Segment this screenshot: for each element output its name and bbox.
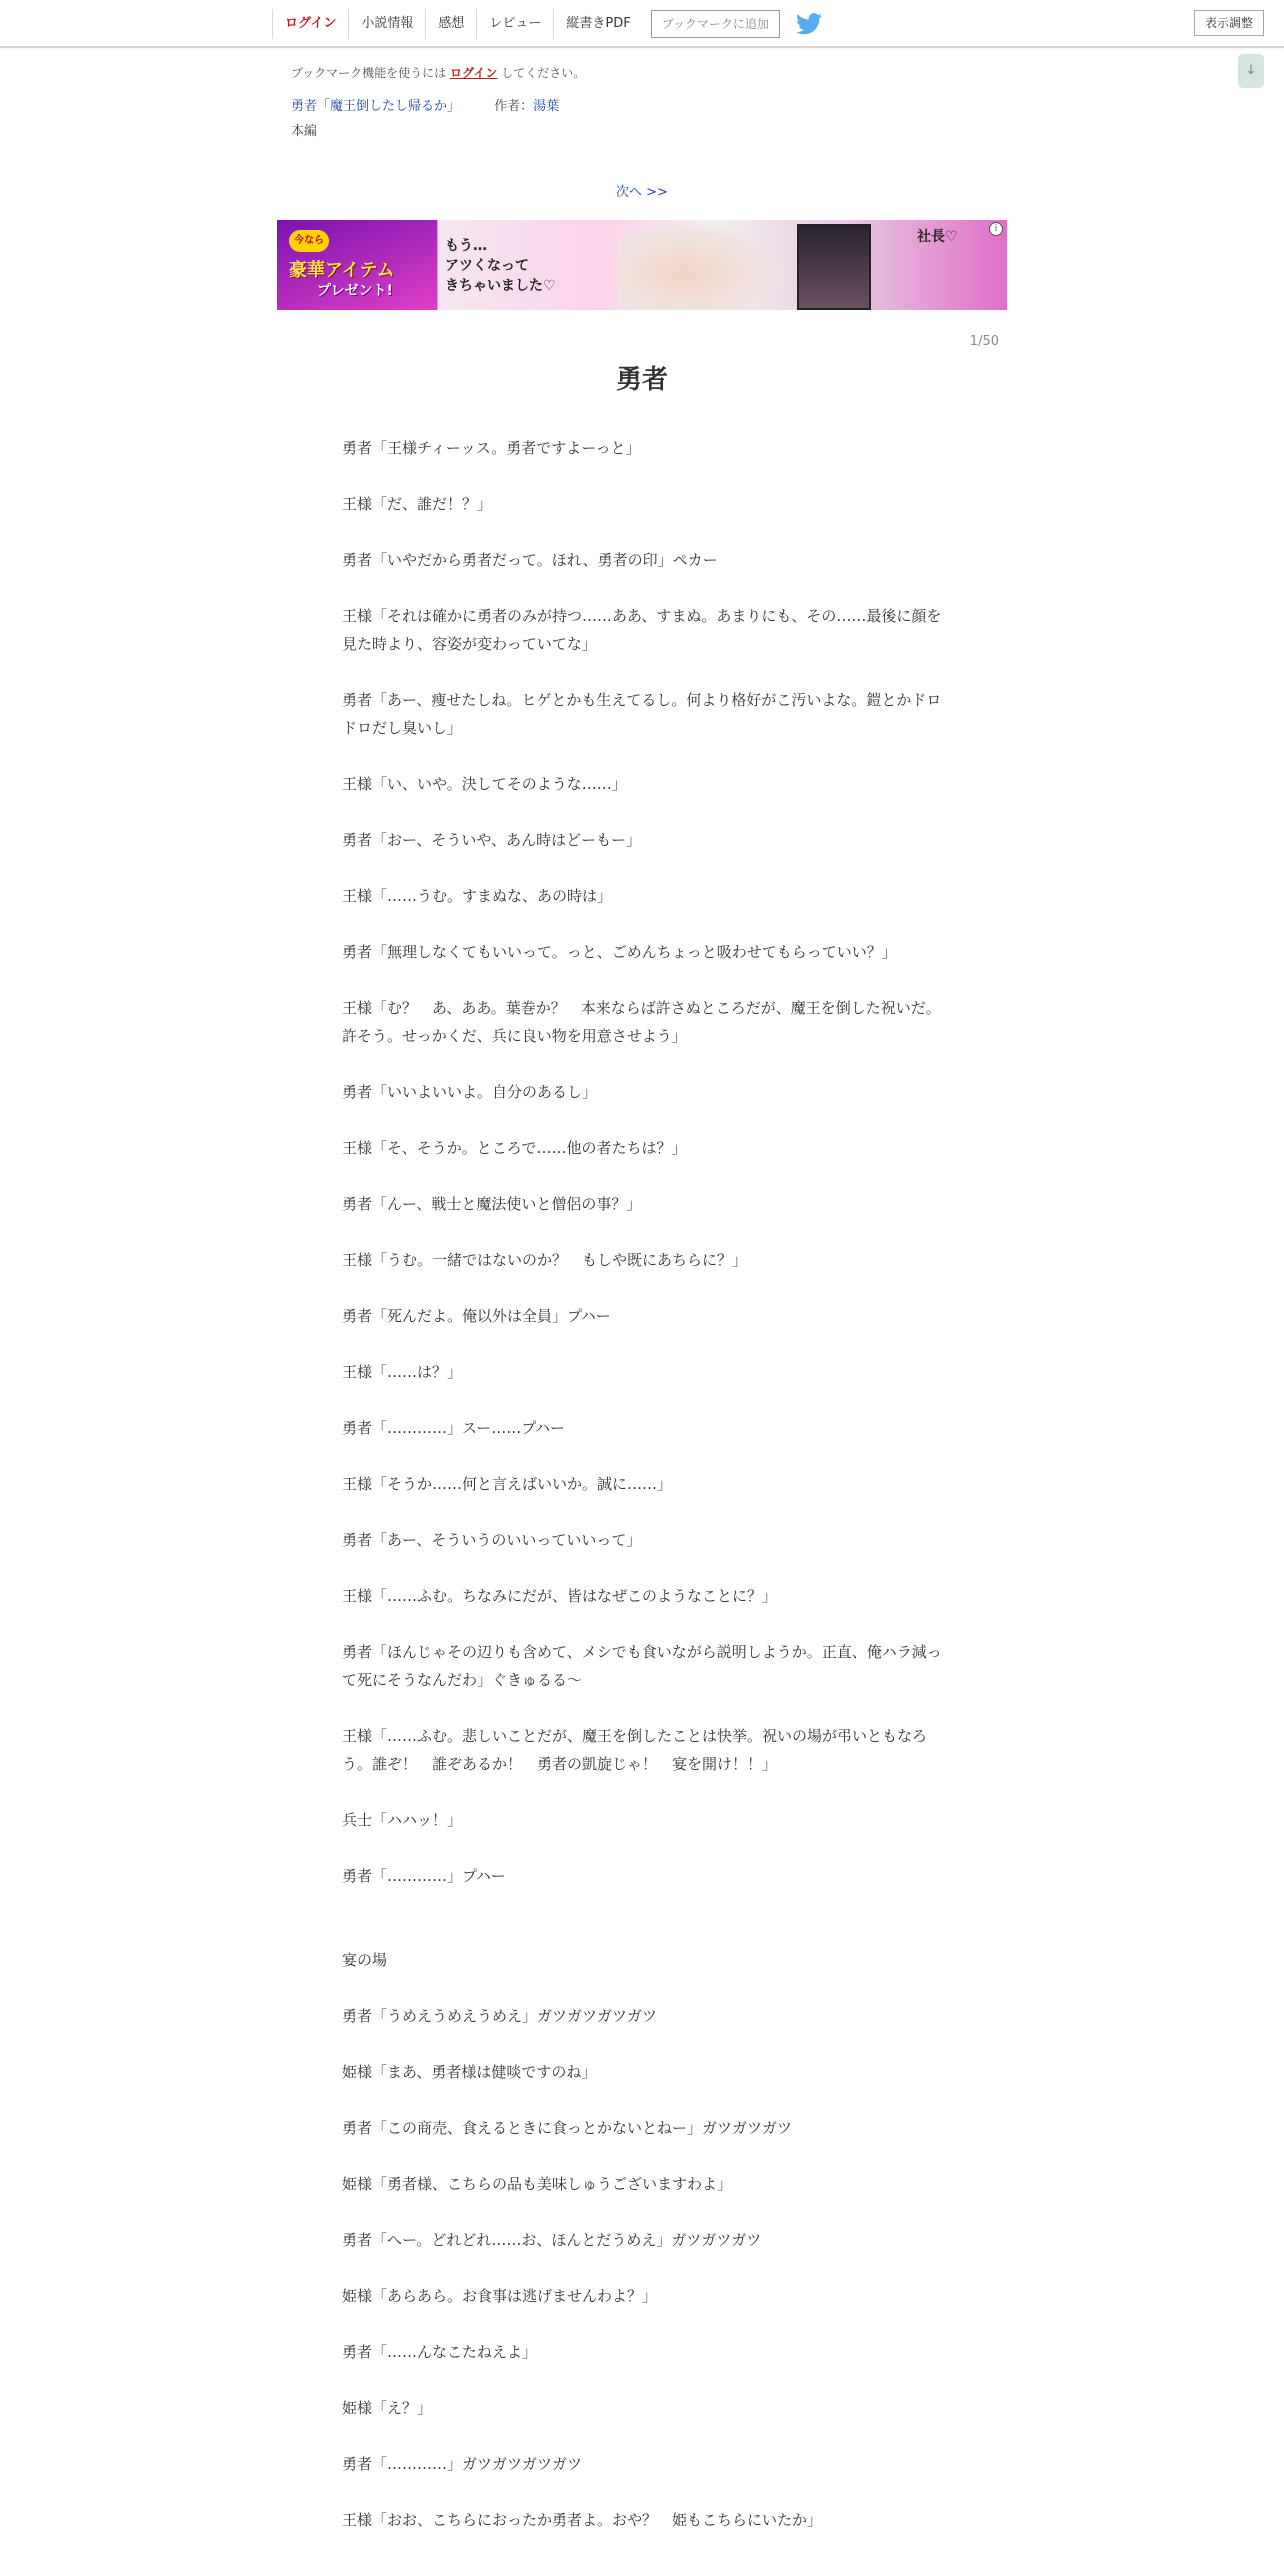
body-line: 勇者「いやだから勇者だって。ほれ、勇者の印」ペカー xyxy=(342,551,718,569)
body-line: 王様「そ、そうか。ところで……他の者たちは？」 xyxy=(342,1139,687,1157)
body-line: 王様「……うむ。すまぬな、あの時は」 xyxy=(342,887,613,905)
ad-left-panel xyxy=(277,220,437,310)
body-line: 王様「い、いや。決してそのような……」 xyxy=(342,775,627,793)
bookmark-add-button[interactable]: ブックマークに追加 xyxy=(651,10,780,38)
body-line: 王様「うむ。一緒ではないのか？ もしや既にあちらに？」 xyxy=(342,1251,748,1269)
main-nav xyxy=(272,8,822,40)
body-line: 勇者「あー、そういうのいいっていいって」 xyxy=(342,1531,642,1549)
impressions-link[interactable]: 感想 xyxy=(425,9,476,39)
body-line: 姫様「え？」 xyxy=(342,2399,433,2417)
body-line: 勇者「……んなこたねえよ」 xyxy=(342,2343,538,2361)
body-line: 勇者「へー。どれどれ……お、ほんとだうめえ」ガツガツガツ xyxy=(342,2231,762,2249)
review-link[interactable]: レビュー xyxy=(476,9,553,39)
ad-character-frame xyxy=(797,224,871,310)
ad-mid-line3: きちゃいました♡ xyxy=(445,278,556,294)
section-label: 本編 xyxy=(291,124,318,139)
body-line: 勇者「あー、痩せたしね。ヒゲとかも生えてるし。何より格好がこ汚いよな。鎧とかドロドロだし臭いし」 xyxy=(342,691,942,737)
body-line: 勇者「…………」ガツガツガツガツ xyxy=(342,2455,583,2473)
advertisement-banner[interactable] xyxy=(277,220,1007,310)
novel-info-link[interactable]: 小説情報 xyxy=(348,9,425,39)
page-counter: 1/50 xyxy=(969,334,999,349)
body-line: 勇者「いいよいいよ。自分のあるし」 xyxy=(342,1083,598,1101)
body-line: 王様「だ、誰だ！？」 xyxy=(342,495,493,513)
body-line: 勇者「…………」プハー xyxy=(342,1867,506,1885)
body-line: 王様「……ふむ。悲しいことだが、魔王を倒したことは快挙。祝いの場が弔いともなろう。誰ぞ！ 誰ぞあるか！ 勇者の凱旋じゃ！ 宴を開け！！」 xyxy=(342,1727,928,1773)
body-line: 姫様「まあ、勇者様は健啖ですのね」 xyxy=(342,2063,597,2081)
body-line: 勇者「無理しなくてもいいって。っと、ごめんちょっと吸わせてもらっていい？」 xyxy=(342,943,897,961)
scene-gap xyxy=(342,1918,942,1946)
body-line: 勇者「おー、そういや、あん時はどーもー」 xyxy=(342,831,642,849)
scene-heading: 宴の場 xyxy=(342,1951,388,1969)
body-line: 勇者「この商売、食えるときに食っとかないとねー」ガツガツガツ xyxy=(342,2119,793,2137)
login-link[interactable]: ログイン xyxy=(272,9,348,39)
body-line: 王様「……は？」 xyxy=(342,1363,463,1381)
ad-illustration xyxy=(617,220,787,310)
ad-right-text: 社長♡ xyxy=(917,229,958,245)
display-settings-button[interactable]: 表示調整 xyxy=(1194,10,1264,36)
notice-login-link[interactable]: ログイン xyxy=(449,66,498,80)
ad-sub: プレゼント! xyxy=(317,283,393,299)
body-line: 王様「それは確かに勇者のみが持つ……ああ、すまぬ。あまりにも、その……最後に顔を見た時より、容姿が変わっていてな」 xyxy=(342,607,942,653)
body-line: 勇者「死んだよ。俺以外は全員」プハー xyxy=(342,1307,611,1325)
ad-headline: 豪華アイテム xyxy=(289,260,395,281)
vertical-pdf-link[interactable]: 縦書きPDF xyxy=(553,9,642,39)
body-line: 王様「む？ あ、ああ。葉巻か？ 本来ならば許さぬところだが、魔王を倒した祝いだ。許そう。せっかくだ、兵に良い物を用意させよう」 xyxy=(342,999,941,1045)
twitter-bird-icon[interactable] xyxy=(796,13,822,35)
next-nav xyxy=(277,181,1007,200)
body-line: 勇者「王様チィーッス。勇者ですよーっと」 xyxy=(342,439,641,457)
body-line: 勇者「んー、戦士と魔法使いと僧侶の事？」 xyxy=(342,1195,642,1213)
body-line: 王様「そうか……何と言えばいいか。誠に……」 xyxy=(342,1475,673,1493)
body-line: 王様「おお、こちらにおったか勇者よ。おや？ 姫もこちらにいたか」 xyxy=(342,2511,823,2529)
ad-mid-line1: もう… xyxy=(445,238,487,254)
ad-mid-line2: アツくなって xyxy=(445,258,529,274)
ad-badge: 今なら xyxy=(289,230,329,252)
ad-mid-text xyxy=(445,236,556,296)
novel-meta xyxy=(291,95,1007,114)
author-link[interactable]: 湯葉 xyxy=(533,99,560,114)
author-label: 作者： xyxy=(494,99,534,114)
ad-info-icon[interactable]: i xyxy=(989,222,1003,236)
novel-body xyxy=(342,434,942,2534)
body-line: 姫様「あらあら。お食事は逃げませんわよ？」 xyxy=(342,2287,658,2305)
body-line: 勇者「…………」スー……プハー xyxy=(342,1419,566,1437)
main-content xyxy=(277,64,1007,2534)
body-line: 兵士「ハハッ！」 xyxy=(342,1811,463,1829)
scroll-down-button[interactable]: ↓ xyxy=(1238,54,1264,88)
body-line: 勇者「うめえうめえうめえ」ガツガツガツガツ xyxy=(342,2007,658,2025)
top-navigation-bar xyxy=(0,0,1284,48)
body-line: 勇者「ほんじゃその辺りも含めて、メシでも食いながら説明しようか。正直、俺ハラ減って死にそうなんだわ」ぐきゅるる～ xyxy=(342,1643,942,1689)
next-page-link[interactable]: 次へ >> xyxy=(616,185,668,200)
chapter-title: 勇者 xyxy=(615,365,668,395)
novel-title-link[interactable]: 勇者「魔王倒したし帰るか」 xyxy=(291,99,461,114)
body-line: 姫様「勇者様、こちらの品も美味しゅうございますわよ」 xyxy=(342,2175,733,2193)
notice-suffix: してください。 xyxy=(497,66,586,80)
bookmark-login-notice xyxy=(291,64,1007,81)
notice-prefix: ブックマーク機能を使うには xyxy=(291,66,450,80)
body-line: 王様「……ふむ。ちなみにだが、皆はなぜこのようなことに？」 xyxy=(342,1587,778,1605)
